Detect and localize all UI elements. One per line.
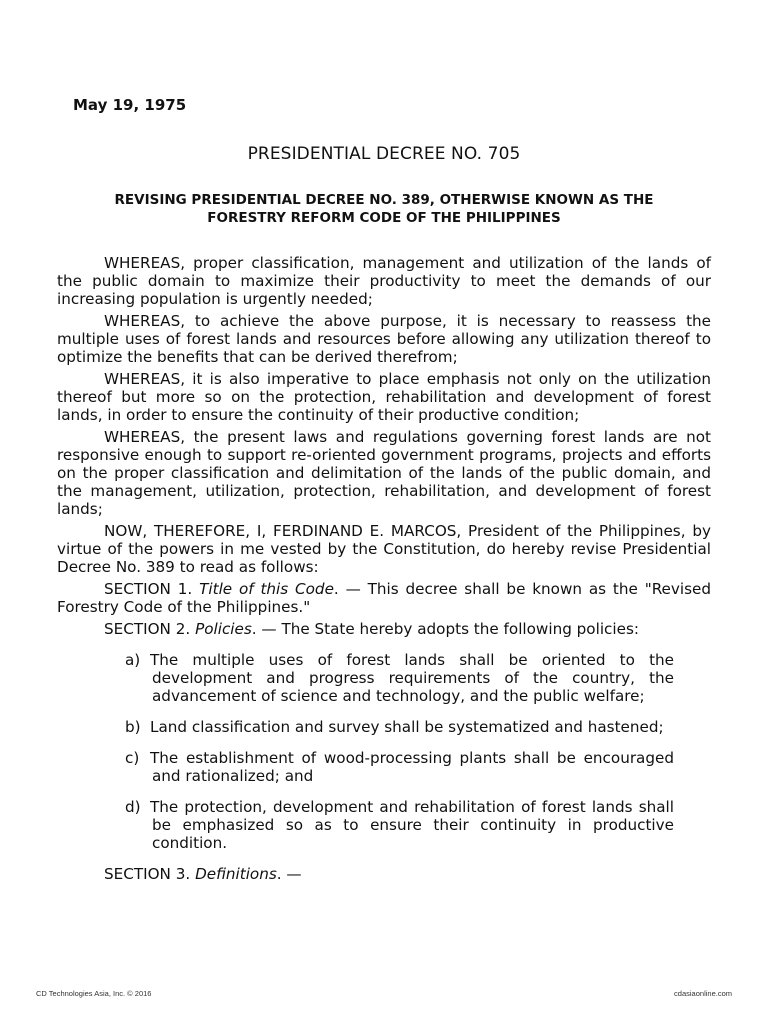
footer-site: cdasiaonline.com	[674, 989, 732, 998]
policy-item-a	[104, 651, 674, 705]
section-1-paragraph	[57, 580, 711, 616]
policy-item-c	[104, 749, 674, 785]
policy-text: The establishment of wood-processing plants shall be encouraged and rationalized; and	[150, 749, 674, 785]
policy-marker: a)	[125, 651, 141, 669]
policy-item-d	[104, 798, 674, 852]
whereas-paragraph-4: WHEREAS, the present laws and regulations governing forest lands are not responsive enough to support re-oriented government programs, projects and efforts on the proper classification and delimitation of the lands of the public domain, and the management, utilization, protection, rehabilitation, and development of forest lands;	[57, 428, 711, 518]
decree-subject-line-1: REVISING PRESIDENTIAL DECREE NO. 389, OTHERWISE KNOWN AS THE	[114, 192, 654, 208]
section-1-heading: Title of this Code	[199, 580, 334, 598]
policy-list	[57, 651, 711, 852]
policy-marker: c)	[125, 749, 140, 767]
whereas-paragraph-2: WHEREAS, to achieve the above purpose, it is necessary to reassess the multiple uses of forest lands and resources before allowing any utilization thereof to optimize the benefits that can be derived therefrom;	[57, 312, 711, 366]
section-3-label: SECTION 3.	[104, 865, 191, 883]
now-therefore-paragraph: NOW, THEREFORE, I, FERDINAND E. MARCOS, President of the Philippines, by virtue of the powers in me vested by the Constitution, do hereby revise Presidential Decree No. 389 to read as follows:	[57, 522, 711, 576]
footer-copyright: CD Technologies Asia, Inc. © 2016	[36, 989, 152, 998]
section-3-paragraph	[57, 865, 711, 883]
whereas-paragraph-3: WHEREAS, it is also imperative to place emphasis not only on the utilization thereof but more so on the protection, rehabilitation and development of forest lands, in order to ensure the continuity of their productive condition;	[57, 370, 711, 424]
section-1-label: SECTION 1.	[104, 580, 193, 598]
section-2-paragraph	[57, 620, 711, 638]
section-2-label: SECTION 2.	[104, 620, 191, 638]
decree-date: May 19, 1975	[73, 96, 187, 114]
whereas-paragraph-1: WHEREAS, proper classification, management and utilization of the lands of the public domain to maximize their productivity to meet the demands of our increasing population is urgently needed;	[57, 254, 711, 308]
section-1-text: . — This decree shall be known as the "Revised Forestry Code of the Philippines."	[57, 580, 712, 616]
decree-subject-line-2: FORESTRY REFORM CODE OF THE PHILIPPINES	[207, 210, 561, 226]
section-2-text: . — The State hereby adopts the following policies:	[251, 620, 639, 638]
decree-subject	[60, 191, 708, 227]
section-2-heading: Policies	[195, 620, 252, 638]
section-3-text: . —	[276, 865, 302, 883]
policy-text: The multiple uses of forest lands shall be oriented to the development and progress requirements of the country, the advancement of science and technology, and the public welfare;	[150, 651, 674, 705]
policy-item-b	[104, 718, 674, 736]
policy-text: Land classification and survey shall be systematized and hastened;	[150, 718, 664, 736]
section-3-heading: Definitions	[195, 865, 277, 883]
decree-body	[57, 254, 711, 887]
policy-marker: b)	[125, 718, 141, 736]
policy-marker: d)	[125, 798, 141, 816]
policy-text: The protection, development and rehabilitation of forest lands shall be emphasized so as to ensure their continuity in productive condition.	[150, 798, 674, 852]
decree-title: PRESIDENTIAL DECREE NO. 705	[247, 144, 521, 164]
